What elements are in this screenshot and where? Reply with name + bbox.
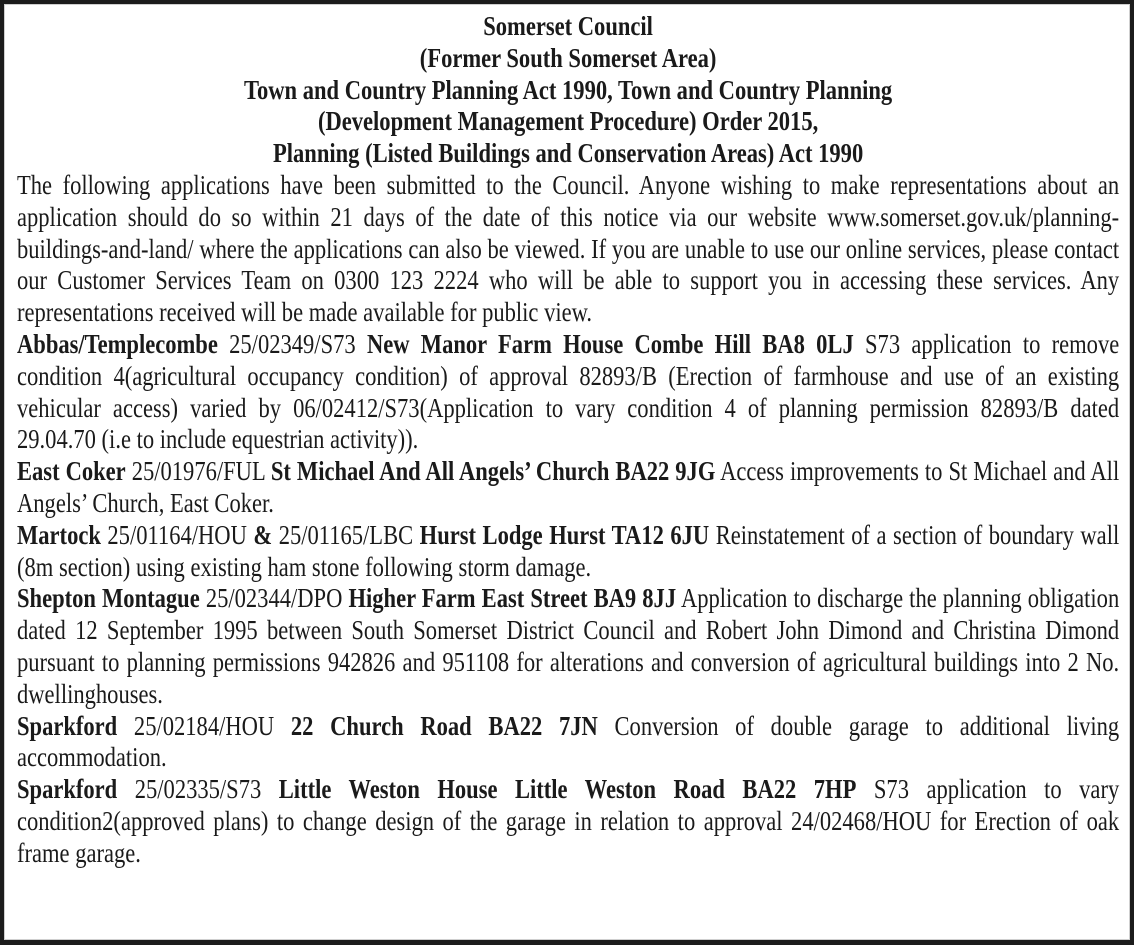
parish-name: Sparkford bbox=[17, 710, 118, 741]
application-description: S73 application to remove condition 4(agricultural occupancy condition) of approval 82893/B (Erection of farmhouse and use of an existing vehicular access) varied by 06/02412/S73(Application to vary condition 4 of planning permission 82893/B dated 29.04.70 (i.e to include equestrian activity)). bbox=[17, 328, 1120, 455]
application-entry bbox=[17, 774, 1119, 869]
site-address: New Manor Farm House Combe Hill BA8 0LJ bbox=[366, 328, 854, 359]
application-reference: 25/02349/S73 bbox=[229, 328, 356, 359]
application-description: Conversion of double garage to additional living accommodation. bbox=[17, 710, 1120, 773]
application-entry bbox=[17, 520, 1119, 584]
act-title-2: (Development Management Procedure) Order 2015, bbox=[317, 106, 819, 137]
parish-name: Sparkford bbox=[17, 774, 118, 805]
parish-name: Shepton Montague bbox=[17, 583, 200, 614]
site-address: Little Weston House Little Weston Road BA22 7HP bbox=[278, 774, 857, 805]
parish-name: East Coker bbox=[17, 456, 126, 487]
planning-notice-page bbox=[4, 4, 1130, 940]
application-entry bbox=[17, 583, 1119, 710]
application-description: Access improvements to St Michael and All Angels’ Church, East Coker. bbox=[17, 456, 1120, 518]
area-subtitle: (Former South Somerset Area) bbox=[419, 42, 717, 73]
application-entry bbox=[17, 711, 1119, 775]
application-reference: 25/02184/HOU bbox=[133, 710, 275, 741]
application-reference: 25/02344/DPO bbox=[205, 583, 343, 614]
site-address: Higher Farm East Street BA9 8JJ bbox=[348, 583, 677, 614]
application-reference: 25/02335/S73 bbox=[134, 774, 262, 805]
application-description: Application to discharge the planning obligation dated 12 September 1995 between South Somerset District Council and Robert John Dimond and Christina Dimond pursuant to planning permissions 942826 and 951108 for alterations and conversion of agricultural buildings into 2 No. dwellinghouses. bbox=[17, 583, 1120, 709]
site-address: 22 Church Road BA22 7JN bbox=[290, 710, 598, 741]
application-reference: 25/01976/FUL bbox=[131, 456, 265, 487]
intro-paragraph: The following applications have been submitted to the Council. Anyone wishing to make representations about an application should do so within 21 days of the date of this notice via our website www.somerset.gov.uk/planning-buildings-and-land/ where the applications can also be viewed. If you are unable to use our online services, please contact our Customer Services Team on 0300 123 2224 who will be able to support you in accessing these services. Any representations received will be made available for public view. bbox=[17, 169, 1120, 328]
notice-header bbox=[17, 11, 1119, 170]
application-description: Reinstatement of a section of boundary wall (8m section) using existing ham stone following storm damage. bbox=[17, 519, 1120, 582]
application-reference: 25/01164/HOU bbox=[107, 519, 247, 550]
site-address: Hurst Lodge Hurst TA12 6JU bbox=[419, 519, 710, 550]
application-entry bbox=[17, 456, 1119, 520]
site-address: St Michael And All Angels’ Church BA22 9JG bbox=[270, 456, 716, 487]
act-title-3: Planning (Listed Buildings and Conservation Areas) Act 1990 bbox=[272, 138, 864, 169]
notice-content bbox=[17, 11, 1119, 870]
application-reference-2: 25/01165/LBC bbox=[278, 519, 414, 550]
reference-joiner: & bbox=[253, 519, 273, 550]
parish-name: Abbas/Templecombe bbox=[17, 328, 218, 359]
council-name: Somerset Council bbox=[483, 11, 653, 41]
act-title-1: Town and Country Planning Act 1990, Town and Country Planning bbox=[244, 74, 893, 105]
application-entry bbox=[17, 329, 1119, 456]
parish-name: Martock bbox=[17, 519, 101, 550]
application-description: S73 application to vary condition2(approved plans) to change design of the garage in relation to approval 24/02468/HOU for Erection of oak frame garage. bbox=[17, 774, 1120, 868]
